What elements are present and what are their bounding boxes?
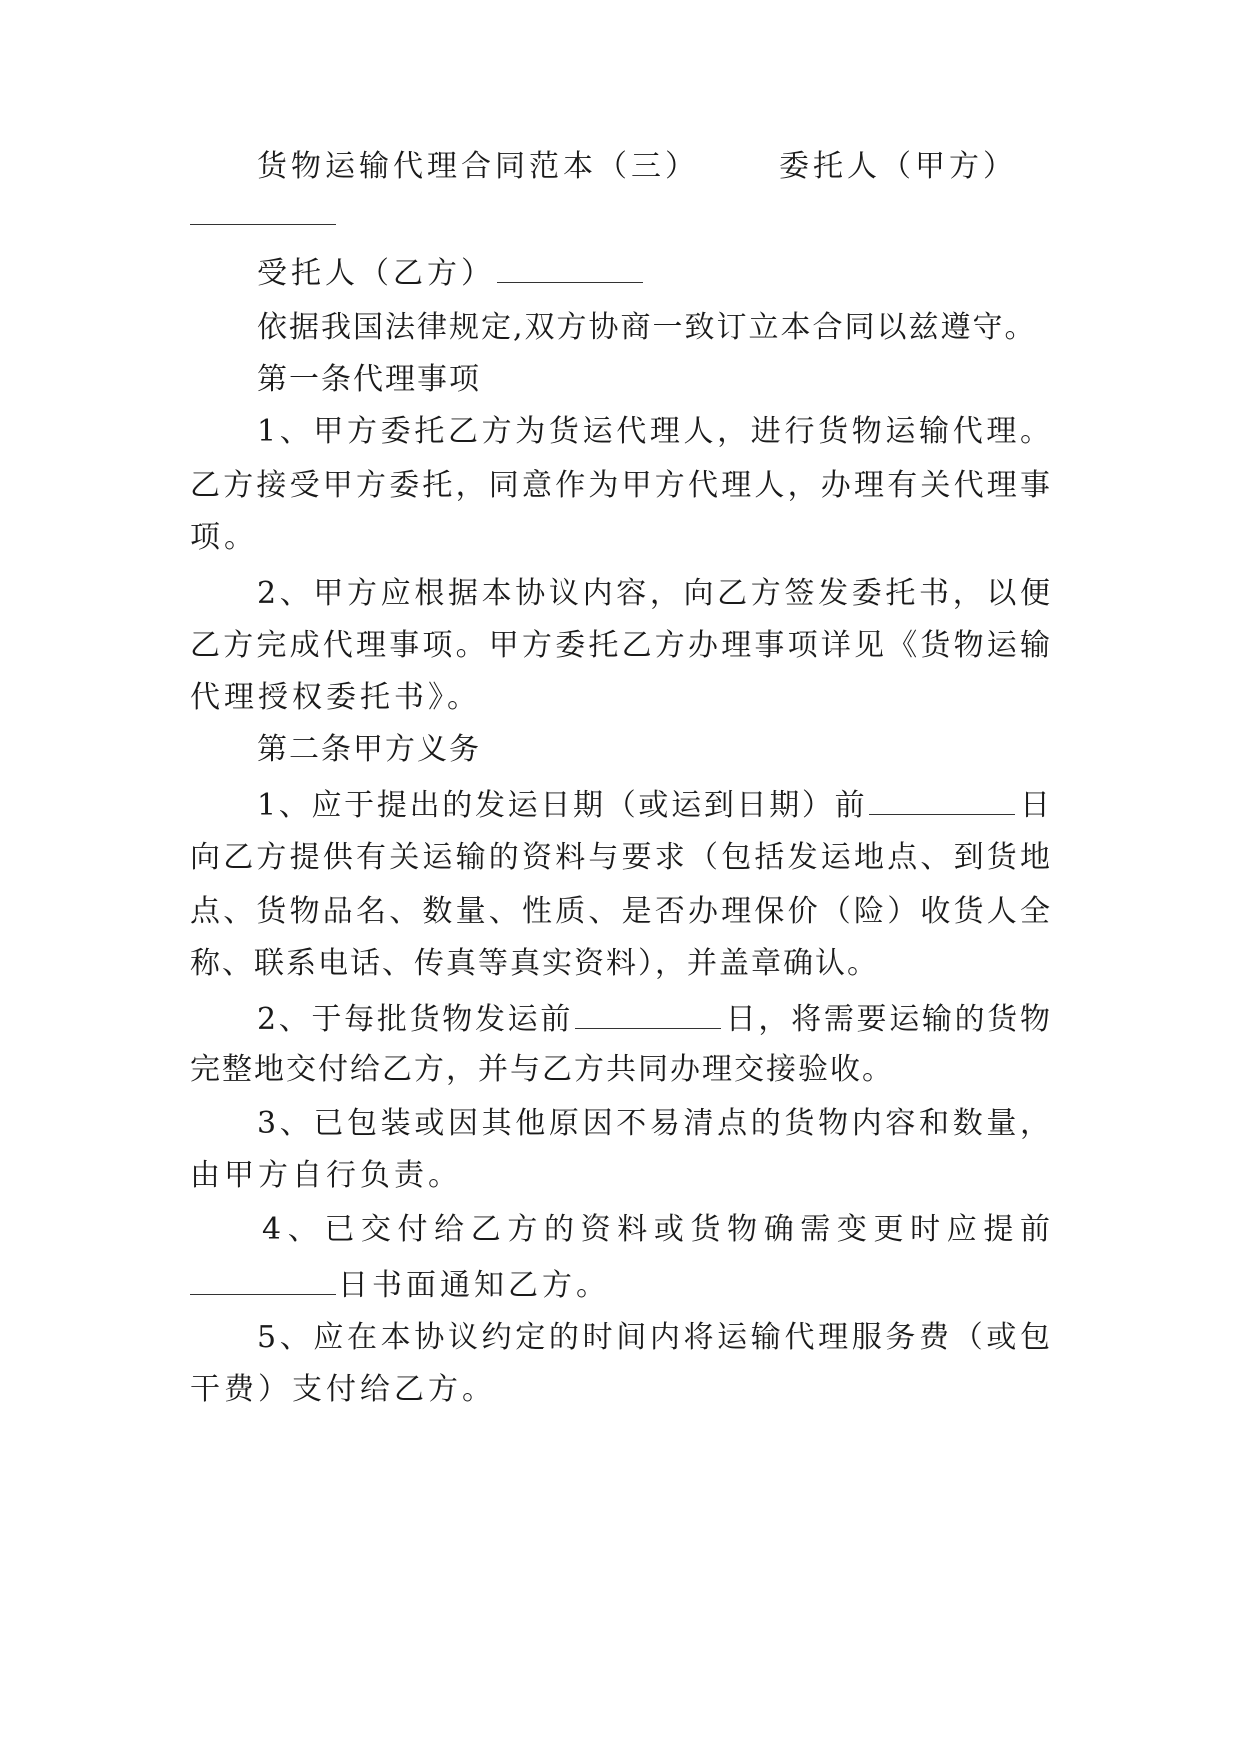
article2-item1-line2: 向乙方提供有关运输的资料与要求（包括发运地点、到货地: [190, 840, 1050, 875]
article2-item3-line1: 3、已包装或因其他原因不易清点的货物内容和数量，: [257, 1106, 1050, 1141]
agent-name-blank: [497, 252, 643, 283]
principal-label: 委托人（甲方）: [779, 149, 1017, 184]
article2-item1-text-a: 1、应于提出的发运日期（或运到日期）前: [257, 788, 868, 823]
article2-item4-text-b: 日书面通知乙方。: [338, 1268, 610, 1303]
title-line: [257, 147, 1050, 187]
article2-item2-text-b: 日，将需要运输的货物: [723, 1002, 1050, 1037]
article1-item2-line1: 2、甲方应根据本协议内容，向乙方签发委托书，以便: [257, 576, 1050, 611]
days-blank-2: [575, 998, 721, 1029]
days-blank-1: [869, 784, 1015, 815]
article2-heading: 第二条甲方义务: [257, 732, 481, 767]
article2-item2-line2: 完整地交付给乙方，并与乙方共同办理交接验收。: [190, 1052, 894, 1087]
article1-item2-line2: 乙方完成代理事项。甲方委托乙方办理事项详见《货物运输: [190, 628, 1050, 663]
article2-item4-line1: 4、已交付给乙方的资料或货物确需变更时应提前: [262, 1212, 1050, 1247]
principal-name-blank: [190, 222, 336, 225]
article2-item4-line2: [190, 1264, 1050, 1304]
article2-item2-line1: [257, 998, 1050, 1038]
article2-item1-line4: 称、联系电话、传真等真实资料），并盖章确认。: [190, 946, 879, 981]
article1-item1-line1: 1、甲方委托乙方为货运代理人，进行货物运输代理。: [257, 414, 1050, 449]
article1-item2-line3: 代理授权委托书》。: [190, 680, 481, 715]
days-blank-3: [190, 1264, 336, 1295]
article2-item1-line1: [257, 784, 1050, 824]
article1-heading: 第一条代理事项: [257, 362, 481, 397]
agent-line: [257, 252, 1050, 292]
article2-item5-line1: 5、应在本协议约定的时间内将运输代理服务费（或包: [257, 1320, 1050, 1355]
article2-item3-line2: 由甲方自行负责。: [190, 1158, 462, 1193]
intro-text: 依据我国法律规定,双方协商一致订立本合同以兹遵守。: [257, 310, 1037, 345]
agent-label: 受托人（乙方）: [257, 256, 495, 291]
article1-item1-line2: 乙方接受甲方委托，同意作为甲方代理人，办理有关代理事: [190, 468, 1050, 503]
article2-item5-line2: 干费）支付给乙方。: [190, 1372, 496, 1407]
article2-item1-text-b: 日: [1017, 788, 1051, 823]
article2-item2-text-a: 2、于每批货物发运前: [257, 1002, 574, 1037]
article1-item1-line3: 项。: [190, 520, 258, 555]
article2-item1-line3: 点、货物品名、数量、性质、是否办理保价（险）收货人全: [190, 894, 1050, 929]
document-title: 货物运输代理合同范本（三）: [257, 149, 699, 184]
